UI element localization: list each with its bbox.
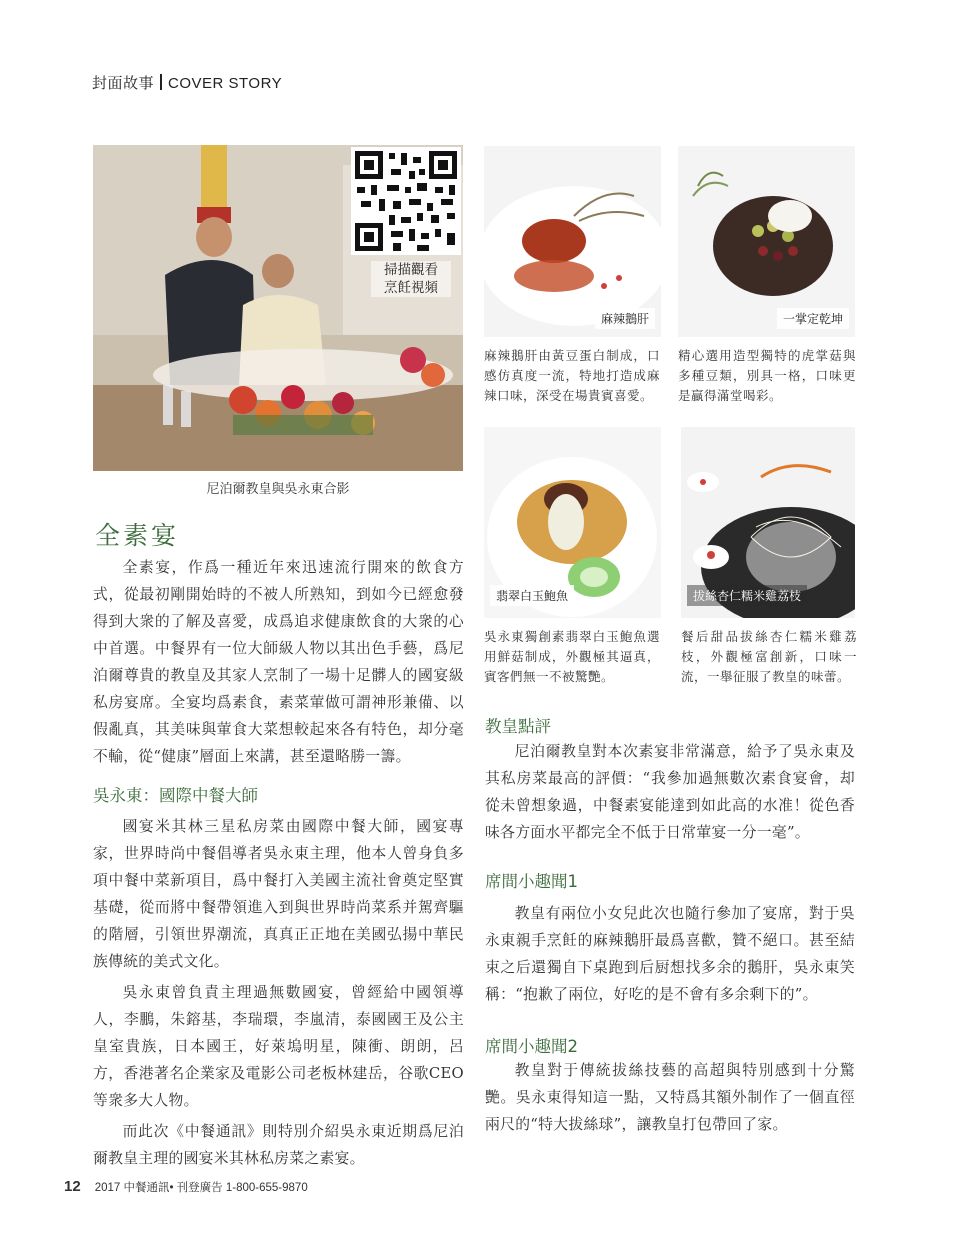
qr-caption-line1: 掃描觀看	[384, 262, 438, 278]
dish-desc-4: 餐后甜品拔絲杏仁糯米雞荔枝，外觀極富創新，口味一流，一舉征服了教皇的味蕾。	[681, 629, 857, 684]
section-chef-body	[93, 813, 464, 1172]
dish-photo-1	[484, 146, 661, 337]
dish-photo-4	[681, 427, 855, 618]
paragraph: 教皇對于傳統拔絲技藝的高超與特別感到十分驚艷。吳永東得知這一點，又特爲其額外制作了一個直徑兩尺的“特大拔絲球”，讓教皇打包帶回了家。	[485, 1062, 855, 1133]
dish-label-1: 麻辣鵝肝	[595, 308, 655, 329]
page-number: 12	[64, 1178, 81, 1195]
dish-photo-3	[484, 427, 661, 618]
qr-caption	[371, 261, 451, 297]
qr-caption-line2: 烹飪視頻	[384, 280, 438, 296]
page-header	[92, 72, 282, 93]
page-footer	[64, 1178, 308, 1195]
paragraph: 尼泊爾教皇對本次素宴非常滿意，給予了吳永東及其私房菜最高的評價：“我參加過無數次素食宴會，却從未曾想象過，中餐素宴能達到如此高的水准！從色香味各方面水平都完全不低于日常葷宴一分一毫”。	[485, 743, 855, 841]
dish-desc-3: 吳永東獨創素翡翠白玉鮑魚選用鮮菇制成，外觀極其逼真，賓客們無一不被驚艷。	[484, 629, 660, 684]
main-photo	[93, 145, 463, 471]
header-divider	[160, 74, 162, 90]
dish-label-3: 翡翠白玉鮑魚	[490, 585, 574, 606]
section-label-en: COVER STORY	[168, 75, 283, 92]
dish-desc-2: 精心選用造型獨特的虎掌菇與多種豆類，別具一格，口味更是贏得滿堂喝彩。	[678, 348, 856, 403]
section-title-anecdote-2: 席間小趣聞2	[485, 1037, 578, 1056]
section-review-body	[485, 738, 855, 846]
section-title-anecdote-1: 席間小趣聞1	[485, 872, 578, 891]
dish-desc-1: 麻辣鵝肝由黃豆蛋白制成，口感仿真度一流，特地打造成麻辣口味，深受在場貴賓喜愛。	[484, 348, 660, 403]
section-title-chef: 吳永東：國際中餐大師	[93, 786, 258, 805]
section-label-cn: 封面故事	[92, 74, 155, 92]
footer-text: 2017 中餐通訊• 刊登廣告 1-800-655-9870	[94, 1182, 308, 1194]
qr-code-icon	[351, 147, 461, 255]
qr-code[interactable]	[351, 147, 461, 255]
section-anecdote-2-body	[485, 1057, 855, 1138]
section-title-review: 教皇點評	[485, 717, 551, 736]
section-anecdote-1-body	[485, 900, 855, 1008]
section-vegetarian-feast-body	[93, 554, 464, 770]
dish-label-2: 一掌定乾坤	[777, 308, 849, 329]
section-title-vegetarian-feast: 全素宴	[95, 521, 180, 550]
dish-photo-2	[678, 146, 855, 337]
paragraph: 教皇有兩位小女兒此次也隨行參加了宴席，對于吳永東親手烹飪的麻辣鵝肝最爲喜歡，贊不絕口。甚至結束之后還獨自下桌跑到后厨想找多余的鵝肝，吳永東笑稱：“抱歉了兩位，好吃的是不會有多余剩下的”。	[485, 905, 855, 1003]
paragraph: 而此次《中餐通訊》則特別介紹吳永東近期爲尼泊爾教皇主理的國宴米其林私房菜之素宴。	[93, 1123, 464, 1167]
dish-label-4: 拔絲杏仁糯米雞荔枝	[687, 585, 807, 606]
paragraph: 吳永東曾負責主理過無數國宴，曾經給中國領導人，李鵬，朱鎔基，李瑞環，李嵐清，泰國國王及公主皇室貴族，日本國王，好萊塢明星，陳衝、朗朗，呂方，香港著名企業家及電影公司老板林建岳，谷歌CEO等衆多大人物。	[93, 984, 464, 1109]
paragraph: 全素宴，作爲一種近年來迅速流行開來的飲食方式，從最初剛開始時的不被人所熟知，到如今已經愈發得到大衆的了解及喜愛，成爲追求健康飲食的大衆的心中首選。中餐界有一位大師級人物以其出色手藝，爲尼泊爾尊貴的教皇及其家人烹制了一場十足髒人的國宴級私房宴席。全宴均爲素食，素菜葷做可謂神形兼備、以假亂真，其美味與葷食大菜想較起來各有特色，却分毫不輸，從“健康”層面上來講，甚至還略勝一籌。	[93, 559, 464, 765]
main-photo-caption: 尼泊爾教皇與吳永東合影	[206, 482, 350, 497]
paragraph: 國宴米其林三星私房菜由國際中餐大師，國宴專家，世界時尚中餐倡導者吳永東主理，他本人曾身負多項中餐中菜新項目，爲中餐打入美國主流社會奠定堅實基礎，從而將中餐帶領進入到與世界時尚菜系并駕齊驅的階層，引領世界潮流，真真正正地在美國弘揚中華民族傳統的美式文化。	[93, 818, 464, 970]
